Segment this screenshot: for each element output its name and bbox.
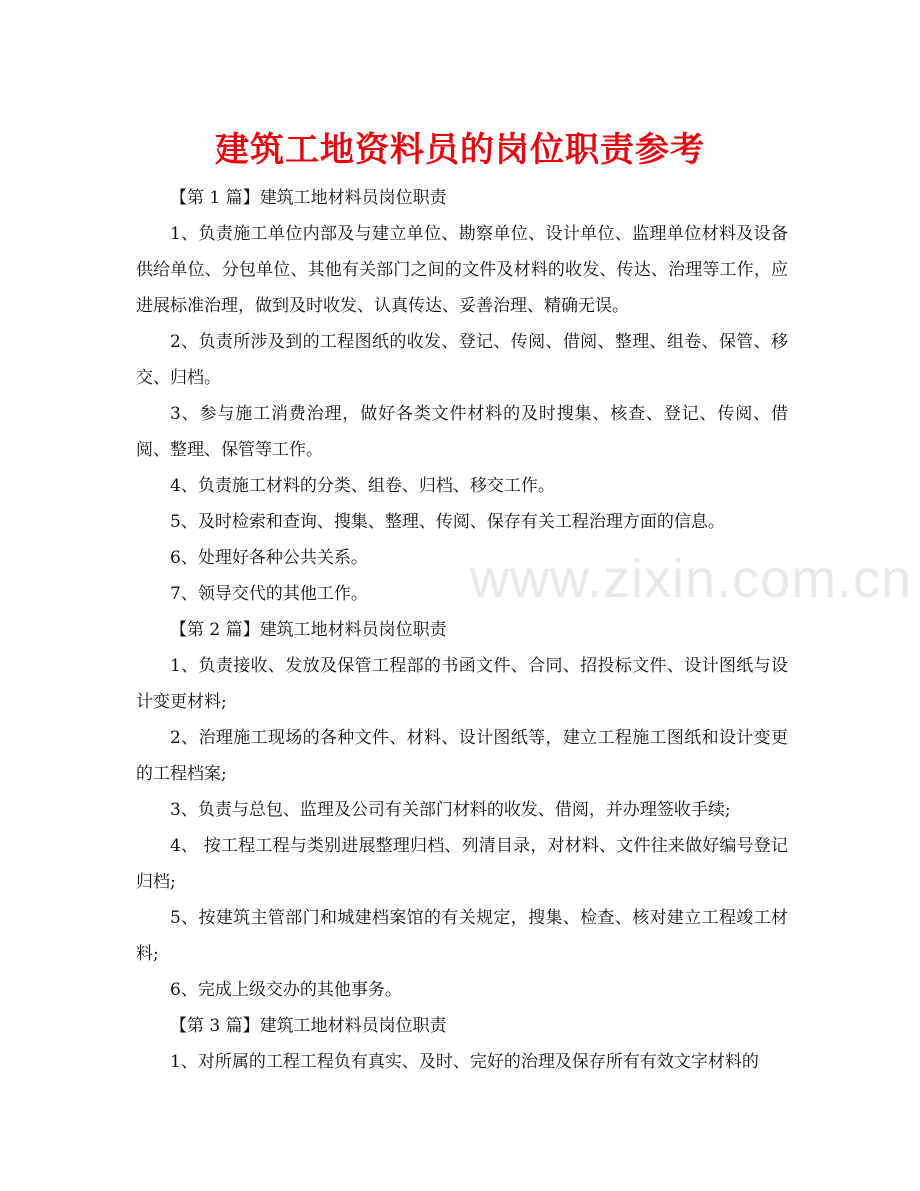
paragraph: 3、负责与总包、监理及公司有关部门材料的收发、借阅，并办理签收手续; [170, 800, 731, 820]
document-title: 建筑工地资料员的岗位职责参考 [215, 130, 705, 170]
paragraph: 1、对所属的工程工程负有真实、及时、完好的治理及保存所有有效文字材料的 [170, 1052, 759, 1072]
watermark: www.zixin.com.cn [470, 549, 913, 609]
paragraph: 1、负责接收、发放及保管工程部的书函文件、合同、招投标文件、设计图纸与设计变更材料; [136, 656, 788, 712]
paragraph: 3、参与施工消费治理，做好各类文件材料的及时搜集、核查、登记、传阅、借阅、整理、保管等工作。 [136, 404, 788, 460]
paragraph: 1、负责施工单位内部及与建立单位、勘察单位、设计单位、监理单位材料及设备供给单位、分包单位、其他有关部门之间的文件及材料的收发、传达、治理等工作，应进展标准治理，做到及时收发、认真传达、妥善治理、精确无误。 [136, 224, 788, 316]
section-heading-1: 【第 1 篇】建筑工地材料员岗位职责 [170, 188, 447, 208]
document-body [136, 180, 788, 1080]
paragraph: 6、处理好各种公共关系。 [170, 548, 368, 568]
paragraph: 2、治理施工现场的各种文件、材料、设计图纸等，建立工程施工图纸和设计变更的工程档案; [136, 728, 788, 784]
section-heading-2: 【第 2 篇】建筑工地材料员岗位职责 [170, 620, 447, 640]
section-heading-3: 【第 3 篇】建筑工地材料员岗位职责 [170, 1016, 447, 1036]
paragraph: 4、负责施工材料的分类、组卷、归档、移交工作。 [170, 476, 555, 496]
paragraph: 5、按建筑主管部门和城建档案馆的有关规定，搜集、检查、核对建立工程竣工材料; [136, 908, 788, 964]
paragraph: 7、领导交代的其他工作。 [170, 584, 368, 604]
paragraph: 5、及时检索和查询、搜集、整理、传阅、保存有关工程治理方面的信息。 [170, 512, 725, 532]
paragraph: 6、完成上级交办的其他事务。 [170, 980, 402, 1000]
paragraph: 2、负责所涉及到的工程图纸的收发、登记、传阅、借阅、整理、组卷、保管、移交、归档。 [136, 332, 788, 388]
paragraph: 4、 按工程工程与类别进展整理归档、列清目录，对材料、文件往来做好编号登记归档; [136, 836, 788, 892]
